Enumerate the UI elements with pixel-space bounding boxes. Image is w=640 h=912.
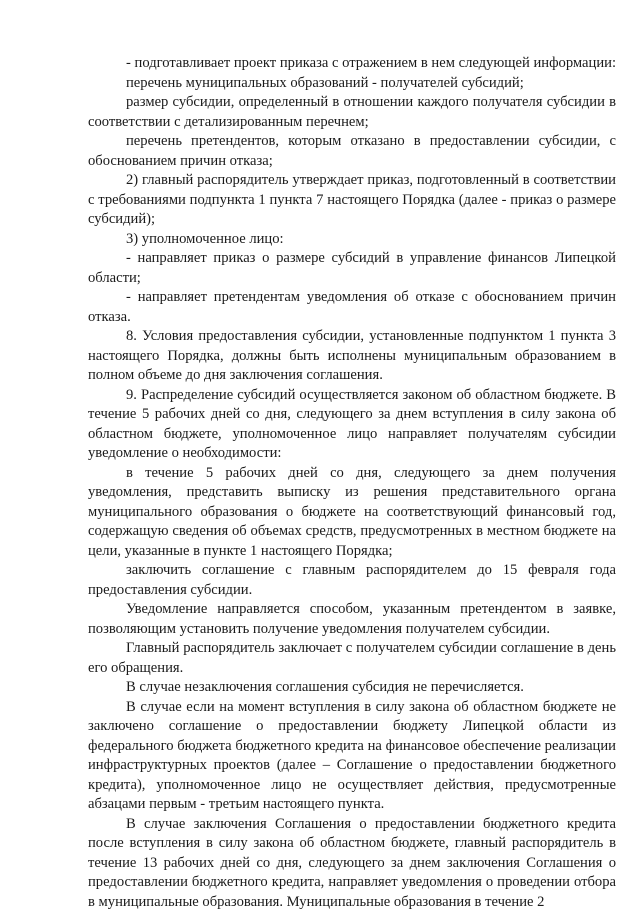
paragraph: Уведомление направляется способом, указанным претендентом в заявке, позволяющим установить получение уведомления получателем субсидии. xyxy=(88,600,616,639)
paragraph: - подготавливает проект приказа с отражением в нем следующей информации: xyxy=(88,54,616,74)
paragraph: в течение 5 рабочих дней со дня, следующего за днем получения уведомления, представить выписку из решения представительного органа муниципального образования о бюджете на соответствующий финансовый год, содержащую сведения об объемах средств, предусмотренных в местном бюджете на цели, указанные в пункте 1 настоящего Порядка; xyxy=(88,464,616,562)
paragraph: Главный распорядитель заключает с получателем субсидии соглашение в день его обращения. xyxy=(88,639,616,678)
paragraph: размер субсидии, определенный в отношении каждого получателя субсидии в соответствии с детализированным перечнем; xyxy=(88,93,616,132)
paragraph: заключить соглашение с главным распорядителем до 15 февраля года предоставления субсидии. xyxy=(88,561,616,600)
paragraph: 2) главный распорядитель утверждает приказ, подготовленный в соответствии с требованиями подпункта 1 пункта 7 настоящего Порядка (далее - приказ о размере субсидий); xyxy=(88,171,616,230)
paragraph: 9. Распределение субсидий осуществляется законом об областном бюджете. В течение 5 рабочих дней со дня, следующего за днем вступления в силу закона об областном бюджете, уполномоченное лицо направляет получателям субсидии уведомление о необходимости: xyxy=(88,386,616,464)
document-page xyxy=(88,54,616,912)
paragraph: В случае заключения Соглашения о предоставлении бюджетного кредита после вступления в силу закона об областном бюджете, главный распорядитель в течение 13 рабочих дней со дня, следующего за днем заключения Соглашения о предоставлении бюджетного кредита, направляет уведомления о проведении отбора в муниципальные образования. Муниципальные образования в течение 2 xyxy=(88,815,616,912)
paragraph: - направляет приказ о размере субсидий в управление финансов Липецкой области; xyxy=(88,249,616,288)
paragraph: перечень муниципальных образований - получателей субсидий; xyxy=(88,74,616,94)
paragraph: перечень претендентов, которым отказано в предоставлении субсидии, с обоснованием причин отказа; xyxy=(88,132,616,171)
paragraph: 8. Условия предоставления субсидии, установленные подпунктом 1 пункта 3 настоящего Порядка, должны быть исполнены муниципальным образованием в полном объеме до дня заключения соглашения. xyxy=(88,327,616,386)
paragraph: В случае если на момент вступления в силу закона об областном бюджете не заключено соглашение о предоставлении бюджету Липецкой области из федерального бюджета бюджетного кредита на финансовое обеспечение реализации инфраструктурных проектов (далее – Соглашение о предоставлении бюджетного кредита), уполномоченное лицо не осуществляет действия, предусмотренные абзацами первым - третьим настоящего пункта. xyxy=(88,698,616,815)
paragraph: - направляет претендентам уведомления об отказе с обоснованием причин отказа. xyxy=(88,288,616,327)
paragraph: В случае незаключения соглашения субсидия не перечисляется. xyxy=(88,678,616,698)
paragraph: 3) уполномоченное лицо: xyxy=(88,230,616,250)
